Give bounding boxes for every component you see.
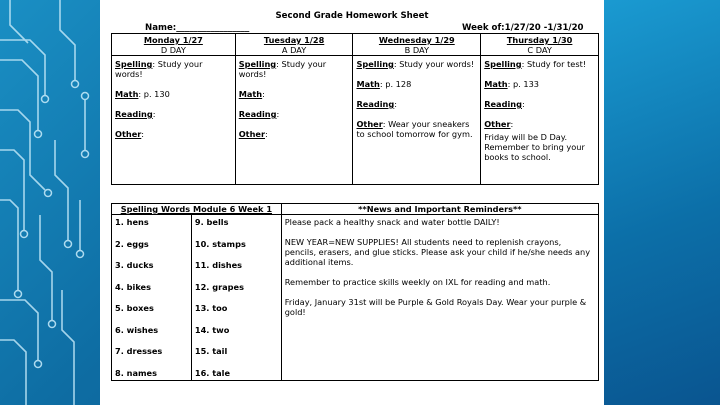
spelling-news-table	[111, 203, 599, 381]
spelling-word: 5. boxes	[115, 303, 154, 313]
spelling-word: 11. dishes	[194, 260, 243, 270]
spelling-word: 8. names	[115, 367, 157, 378]
spelling-word: 2. eggs	[115, 238, 149, 249]
sheet-title: Second Grade Homework Sheet	[275, 11, 429, 21]
spelling-word: 12. grapes	[194, 281, 244, 292]
spelling-word: 6. wishes	[115, 324, 159, 335]
spelling-word: 10. stamps	[194, 238, 246, 249]
spelling-word: 3. ducks	[115, 260, 154, 270]
spelling-word: 1. hens	[115, 217, 149, 227]
news-item: Friday, January 31st will be Purple & Gold Royals Day. Wear your purple & gold!	[284, 297, 587, 317]
daily-homework-table	[111, 33, 599, 185]
name-line: Name:_________________	[145, 23, 250, 33]
news-item: Remember to practice skills weekly on IXL for reading and math.	[284, 277, 551, 287]
day-header-thursday: Thursday 1/30 C DAY	[481, 34, 599, 56]
circuit-pattern	[0, 0, 100, 405]
spelling-words-col-2	[191, 215, 281, 381]
news-item: Please pack a healthy snack and water bottle DAILY!	[284, 217, 500, 227]
news-reminders	[281, 215, 598, 381]
spelling-word: 7. dresses	[115, 346, 163, 356]
spelling-word: 4. bikes	[115, 281, 151, 292]
spelling-word: 13. too	[194, 303, 228, 313]
spelling-word: 16. tale	[194, 367, 231, 378]
day-cell-thursday: Spelling: Study for test! Math: p. 133 Reading: Other: Friday will be D Day. Remember to bring your books to school.	[481, 56, 599, 185]
spelling-word: 9. bells	[194, 217, 229, 227]
news-header: **News and Important Reminders**	[281, 204, 598, 215]
homework-sheet	[100, 0, 604, 405]
spelling-word: 14. two	[194, 324, 230, 335]
day-header-tuesday: Tuesday 1/28 A DAY	[235, 34, 353, 56]
spelling-words-col-1	[112, 215, 192, 381]
day-cell-monday: Spelling: Study your words! Math: p. 130 Reading: Other:	[112, 56, 236, 185]
news-item: NEW YEAR=NEW SUPPLIES! All students need to replenish crayons, pencils, erasers, and glue sticks. Please ask your child if he/she needs any additional items.	[284, 237, 591, 267]
day-header-wednesday: Wednesday 1/29 B DAY	[353, 34, 481, 56]
spelling-header: Spelling Words Module 6 Week 1	[112, 204, 282, 215]
day-header-monday: Monday 1/27 D DAY	[112, 34, 236, 56]
day-cell-wednesday: Spelling: Study your words! Math: p. 128 Reading: Other: Wear your sneakers to school tomorrow for gym.	[353, 56, 481, 185]
friday-reminder: Friday will be D Day. Remember to bring your books to school.	[484, 132, 585, 162]
spelling-word: 15. tail	[194, 346, 228, 356]
right-background-panel	[604, 0, 720, 405]
week-of-label: Week of:1/27/20 -1/31/20	[462, 23, 584, 33]
day-cell-tuesday: Spelling: Study your words! Math: Reading: Other:	[235, 56, 353, 185]
